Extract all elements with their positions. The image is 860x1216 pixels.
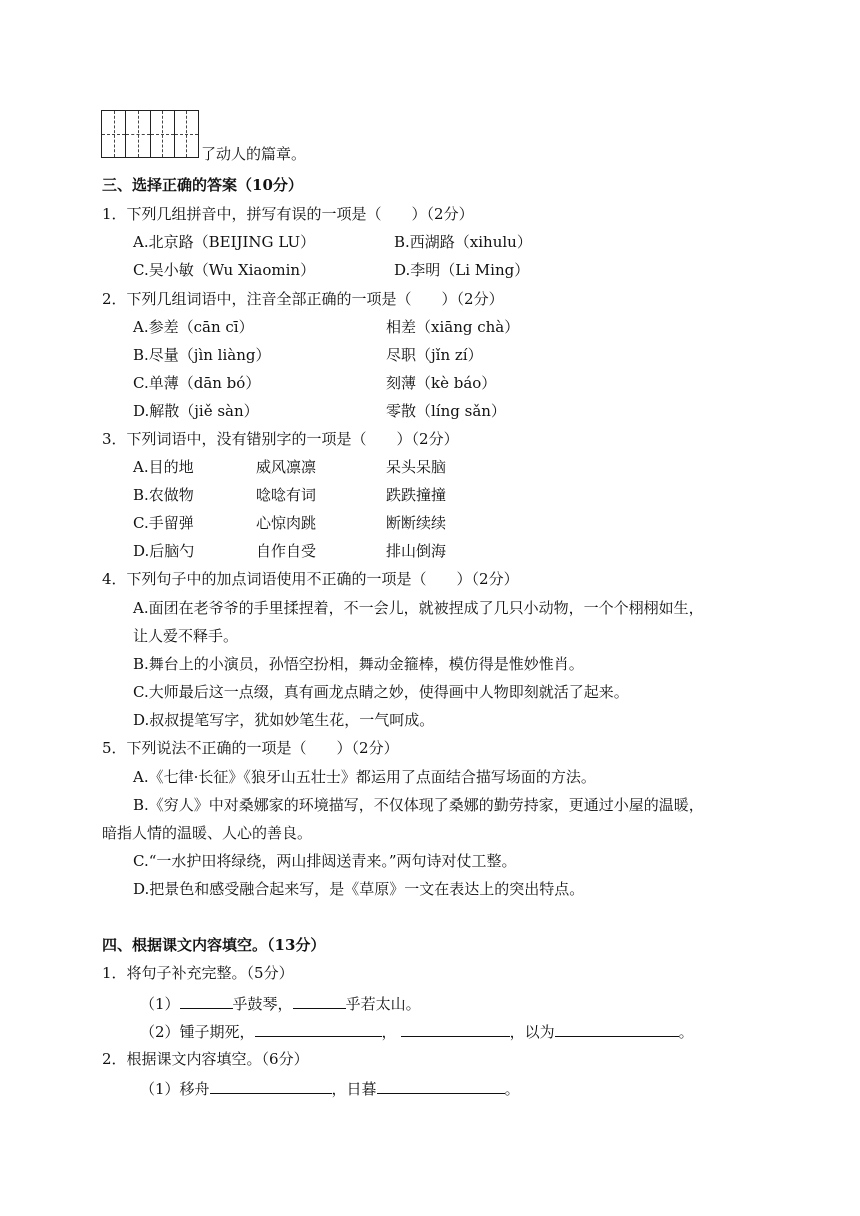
q3-option-c-word1: C.手留弹 bbox=[133, 514, 194, 532]
q4-option-a-line2: 让人爱不释手。 bbox=[133, 627, 239, 645]
fill-blank[interactable] bbox=[293, 992, 346, 1009]
q4-option-b: B.舞台上的小演员，孙悟空扮相，舞动金箍棒，模仿得是惟妙惟肖。 bbox=[133, 655, 584, 673]
fill-blank[interactable] bbox=[210, 1077, 332, 1094]
q3-option-b-word3: 跌跌撞撞 bbox=[386, 486, 447, 504]
fill-blank[interactable] bbox=[255, 1020, 382, 1037]
q1-stem: 1．下列几组拼音中，拼写有误的一项是（ ）（2分） bbox=[102, 205, 474, 223]
q5-stem: 5．下列说法不正确的一项是（ ）（2分） bbox=[102, 739, 399, 757]
q4-option-d: D.叔叔提笔写字，犹如妙笔生花，一气呵成。 bbox=[133, 711, 435, 729]
q1-option-a: A.北京路（BEIJING LU） bbox=[133, 233, 316, 251]
q3-option-c-word2: 心惊肉跳 bbox=[256, 514, 317, 532]
q4-option-a-line1: A.面团在老爷爷的手里揉捏着，不一会儿，就被捏成了几只小动物，一个个栩栩如生， bbox=[133, 599, 704, 617]
grid-cell[interactable] bbox=[175, 111, 198, 157]
s4-q1-line2-text4: 。 bbox=[678, 1023, 694, 1041]
q2-option-c-word2: 刻薄（kè báo） bbox=[386, 374, 497, 392]
q4-option-c: C.大师最后这一点缀，真有画龙点睛之妙，使得画中人物即刻就活了起来。 bbox=[133, 683, 629, 701]
q3-option-d-word3: 排山倒海 bbox=[386, 542, 447, 560]
s4-q1-line2 bbox=[140, 1020, 694, 1042]
q5-option-d: D.把景色和感受融合起来写，是《草原》一文在表达上的突出特点。 bbox=[133, 880, 585, 898]
s4-q1-line2-text3: ，以为 bbox=[509, 1023, 555, 1041]
q3-option-a-word1: A.目的地 bbox=[133, 458, 194, 476]
q5-option-a: A.《七律·长征》《狼牙山五壮士》都运用了点面结合描写场面的方法。 bbox=[133, 768, 596, 786]
q1-option-d: D.李明（Li Ming） bbox=[394, 261, 530, 279]
q3-option-a-word2: 威风凛凛 bbox=[256, 458, 317, 476]
q3-stem: 3．下列词语中，没有错别字的一项是（ ）（2分） bbox=[102, 430, 459, 448]
q5-option-c: C.“一水护田将绿绕，两山排闼送青来。”两句诗对仗工整。 bbox=[133, 852, 517, 870]
fill-blank[interactable] bbox=[555, 1020, 679, 1037]
s4-q1-line1-number: （1） bbox=[140, 995, 180, 1013]
q3-option-d-word1: D.后脑勺 bbox=[133, 542, 195, 560]
q2-option-d-word2: 零散（líng sǎn） bbox=[386, 402, 506, 420]
fill-blank[interactable] bbox=[377, 1077, 505, 1094]
character-writing-grid[interactable] bbox=[101, 110, 199, 158]
s4-q2-stem: 2．根据课文内容填空。（6分） bbox=[102, 1050, 309, 1068]
grid-cell[interactable] bbox=[126, 111, 150, 157]
fill-blank[interactable] bbox=[180, 992, 233, 1009]
s4-q2-line1-text3: 。 bbox=[504, 1080, 520, 1098]
q4-stem: 4．下列句子中的加点词语使用不正确的一项是（ ）（2分） bbox=[102, 570, 519, 588]
s4-q1-line1 bbox=[140, 992, 421, 1014]
q2-option-b-word1: B.尽量（jìn liàng） bbox=[133, 346, 271, 364]
q5-option-b-line1: B.《穷人》中对桑娜家的环境描写，不仅体现了桑娜的勤劳持家，更通过小屋的温暖， bbox=[133, 796, 704, 814]
s4-q1-line1-text2: 乎若太山。 bbox=[345, 995, 421, 1013]
grid-trailing-text: 了动人的篇章。 bbox=[201, 145, 307, 163]
fill-blank[interactable] bbox=[401, 1020, 510, 1037]
section4-title: 四、根据课文内容填空。（13分） bbox=[102, 936, 326, 954]
s4-q2-line1-text1: （1）移舟 bbox=[140, 1080, 210, 1098]
q2-stem: 2．下列几组词语中，注音全部正确的一项是（ ）（2分） bbox=[102, 290, 504, 308]
grid-cell[interactable] bbox=[102, 111, 126, 157]
s4-q1-line1-text1: 乎鼓琴， bbox=[232, 995, 293, 1013]
q1-option-b: B.西湖路（xihulu） bbox=[394, 233, 532, 251]
q3-option-c-word3: 断断续续 bbox=[386, 514, 447, 532]
q2-option-a-word2: 相差（xiāng chà） bbox=[386, 318, 520, 336]
q5-option-b-line2: 暗指人情的温暖、人心的善良。 bbox=[102, 824, 313, 842]
s4-q1-line2-text1: （2）锺子期死， bbox=[140, 1023, 255, 1041]
s4-q1-line2-text2: ， bbox=[381, 1023, 397, 1041]
section3-title: 三、选择正确的答案（10分） bbox=[102, 176, 303, 194]
q3-option-b-word2: 唸唸有词 bbox=[256, 486, 317, 504]
q2-option-c-word1: C.单薄（dān bó） bbox=[133, 374, 261, 392]
q2-option-a-word1: A.参差（cān cī） bbox=[133, 318, 254, 336]
q2-option-d-word1: D.解散（jiě sàn） bbox=[133, 402, 259, 420]
q3-option-d-word2: 自作自受 bbox=[256, 542, 317, 560]
s4-q2-line1-text2: ，日暮 bbox=[331, 1080, 377, 1098]
s4-q1-stem: 1．将句子补充完整。（5分） bbox=[102, 964, 294, 982]
q2-option-b-word2: 尽职（jǐn zí） bbox=[386, 346, 483, 364]
q1-option-c: C.吴小敏（Wu Xiaomin） bbox=[133, 261, 316, 279]
q3-option-b-word1: B.农做物 bbox=[133, 486, 194, 504]
grid-cell[interactable] bbox=[151, 111, 175, 157]
q3-option-a-word3: 呆头呆脑 bbox=[386, 458, 447, 476]
s4-q2-line1 bbox=[140, 1077, 520, 1099]
